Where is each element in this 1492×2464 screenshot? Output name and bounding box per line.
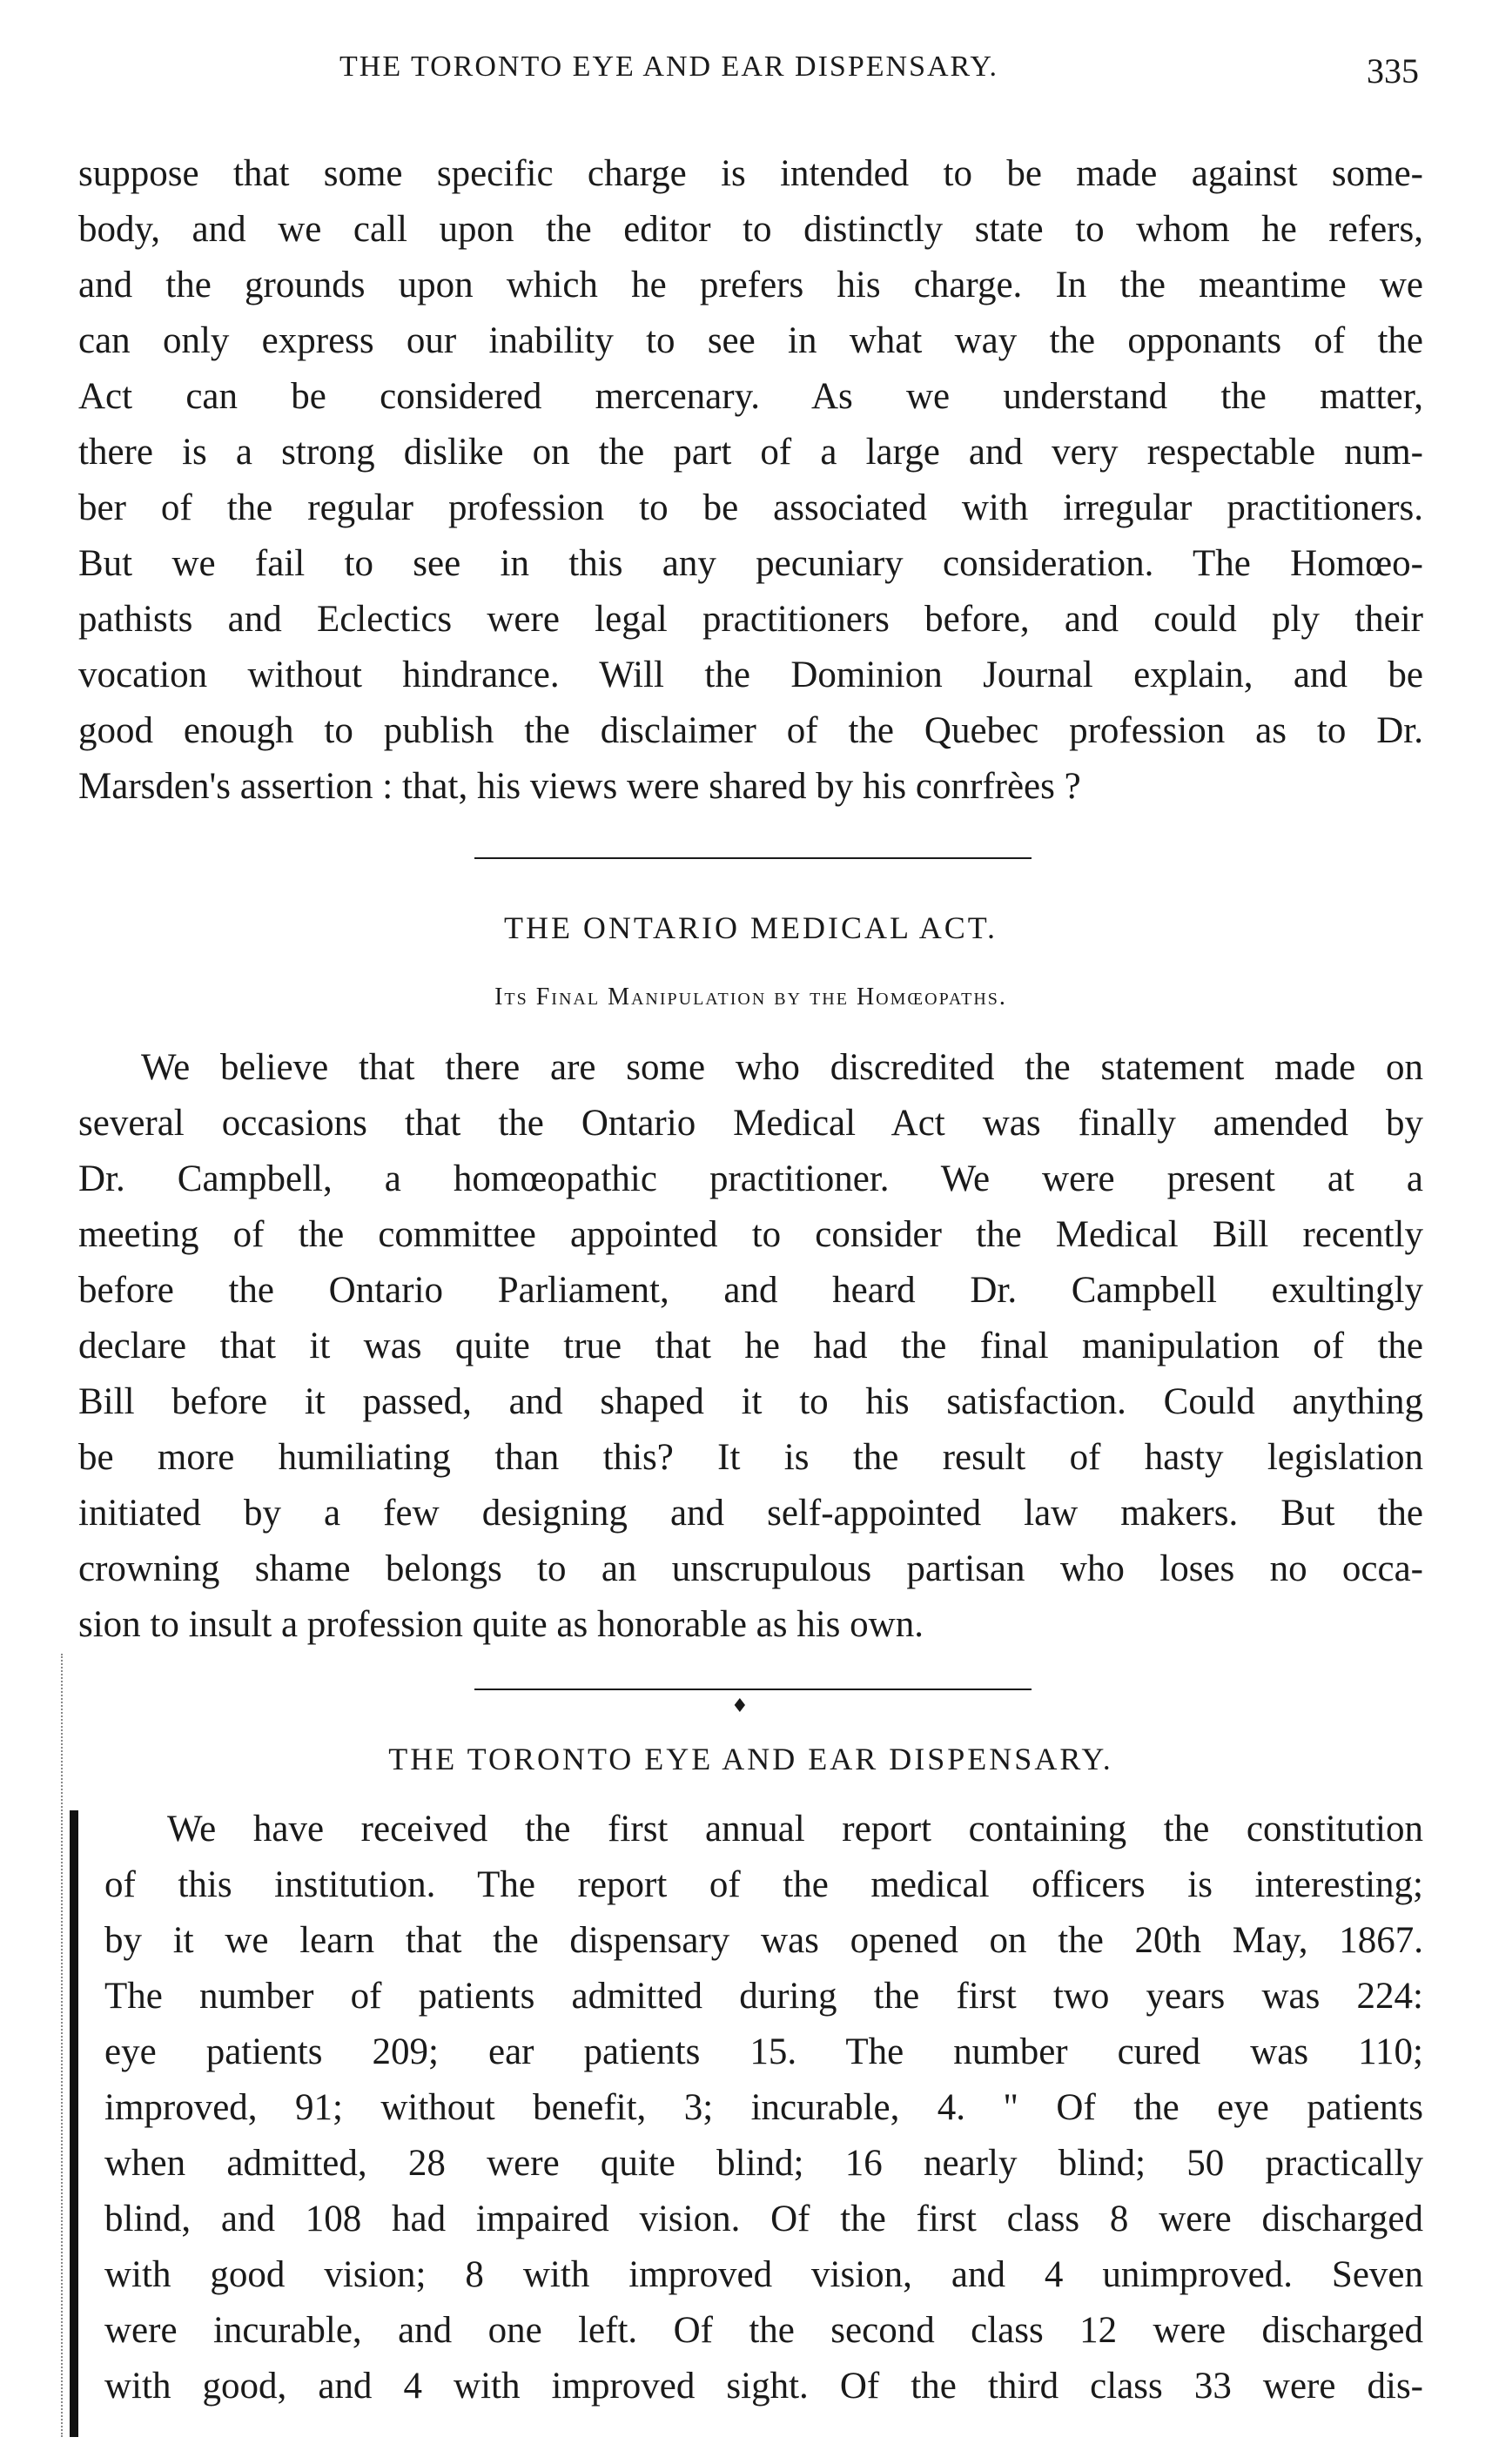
text-line: of this institution. The report of the medical officers is interesting; xyxy=(104,1864,1423,1905)
text-line: We have received the first annual report containing the constitution xyxy=(167,1809,1423,1850)
text-line: Dr. Campbell, a homœopathic practitioner. We were present at a xyxy=(78,1158,1423,1199)
text-line: Marsden's assertion : that, his views were shared by his conrfrèes ? xyxy=(78,766,1081,807)
section-title-toronto-dispensary: THE TORONTO EYE AND EAR DISPENSARY. xyxy=(388,1742,1113,1776)
dispensary-paragraph xyxy=(104,1802,1423,2414)
page-header xyxy=(78,50,1419,103)
ornament-diamond: ♦ xyxy=(731,1695,749,1717)
ontario-medical-act-paragraph xyxy=(78,1040,1423,1653)
text-line: But we fail to see in this any pecuniary consideration. The Homœo- xyxy=(78,543,1423,584)
text-line: there is a strong dislike on the part of a large and very respectable num- xyxy=(78,432,1423,473)
text-line: crowning shame belongs to an unscrupulous partisan who loses no occa- xyxy=(78,1548,1423,1589)
text-line: were incurable, and one left. Of the second class 12 were discharged xyxy=(104,2310,1423,2351)
text-line: vocation without hindrance. Will the Dominion Journal explain, and be xyxy=(78,655,1423,695)
text-line: Bill before it passed, and shaped it to his satisfaction. Could anything xyxy=(78,1381,1423,1422)
text-line: pathists and Eclectics were legal practitioners before, and could ply their xyxy=(78,599,1423,640)
text-line: by it we learn that the dispensary was opened on the 20th May, 1867. xyxy=(104,1920,1423,1961)
text-line: body, and we call upon the editor to distinctly state to whom he refers, xyxy=(78,209,1423,250)
running-title: THE TORONTO EYE AND EAR DISPENSARY. xyxy=(339,50,999,83)
text-line: initiated by a few designing and self-appointed law makers. But the xyxy=(78,1493,1423,1534)
text-line: sion to insult a profession quite as honorable as his own. xyxy=(78,1604,924,1645)
text-line: before the Ontario Parliament, and heard Dr. Campbell exultingly xyxy=(78,1270,1423,1311)
text-line: suppose that some specific charge is intended to be made against some- xyxy=(78,153,1423,194)
text-line: with good, and 4 with improved sight. Of the third class 33 were dis- xyxy=(104,2366,1423,2407)
text-line: blind, and 108 had impaired vision. Of the first class 8 were discharged xyxy=(104,2199,1423,2239)
text-line: meeting of the committee appointed to consider the Medical Bill recently xyxy=(78,1214,1423,1255)
text-line: good enough to publish the disclaimer of the Quebec profession as to Dr. xyxy=(78,710,1423,751)
section-subtitle: Its Final Manipulation by the Homœopaths. xyxy=(494,984,1007,1010)
section-divider xyxy=(474,1689,1032,1690)
text-line: can only express our inability to see in what way the opponants of the xyxy=(78,320,1423,361)
text-line: improved, 91; without benefit, 3; incurable, 4. " Of the eye patients xyxy=(104,2087,1423,2128)
binding-shadow xyxy=(70,1810,78,2437)
continuation-paragraph xyxy=(78,146,1423,815)
text-line: The number of patients admitted during the first two years was 224: xyxy=(104,1976,1423,2017)
text-line: declare that it was quite true that he had the final manipulation of the xyxy=(78,1326,1423,1366)
text-line: eye patients 209; ear patients 15. The number cured was 110; xyxy=(104,2031,1423,2072)
text-line: and the grounds upon which he prefers his charge. In the meantime we xyxy=(78,265,1423,305)
section-title-ontario-medical-act: THE ONTARIO MEDICAL ACT. xyxy=(503,910,998,945)
page-number: 335 xyxy=(1367,51,1419,91)
text-line: several occasions that the Ontario Medical Act was finally amended by xyxy=(78,1103,1423,1144)
text-line: with good vision; 8 with improved vision, and 4 unimproved. Seven xyxy=(104,2254,1423,2295)
text-line: when admitted, 28 were quite blind; 16 nearly blind; 50 practically xyxy=(104,2143,1423,2184)
section-divider xyxy=(474,857,1032,859)
text-line: be more humiliating than this? It is the result of hasty legislation xyxy=(78,1437,1423,1478)
text-line: Act can be considered mercenary. As we understand the matter, xyxy=(78,376,1423,417)
text-line: ber of the regular profession to be associated with irregular practitioners. xyxy=(78,487,1423,528)
text-line: We believe that there are some who discredited the statement made on xyxy=(141,1047,1423,1088)
